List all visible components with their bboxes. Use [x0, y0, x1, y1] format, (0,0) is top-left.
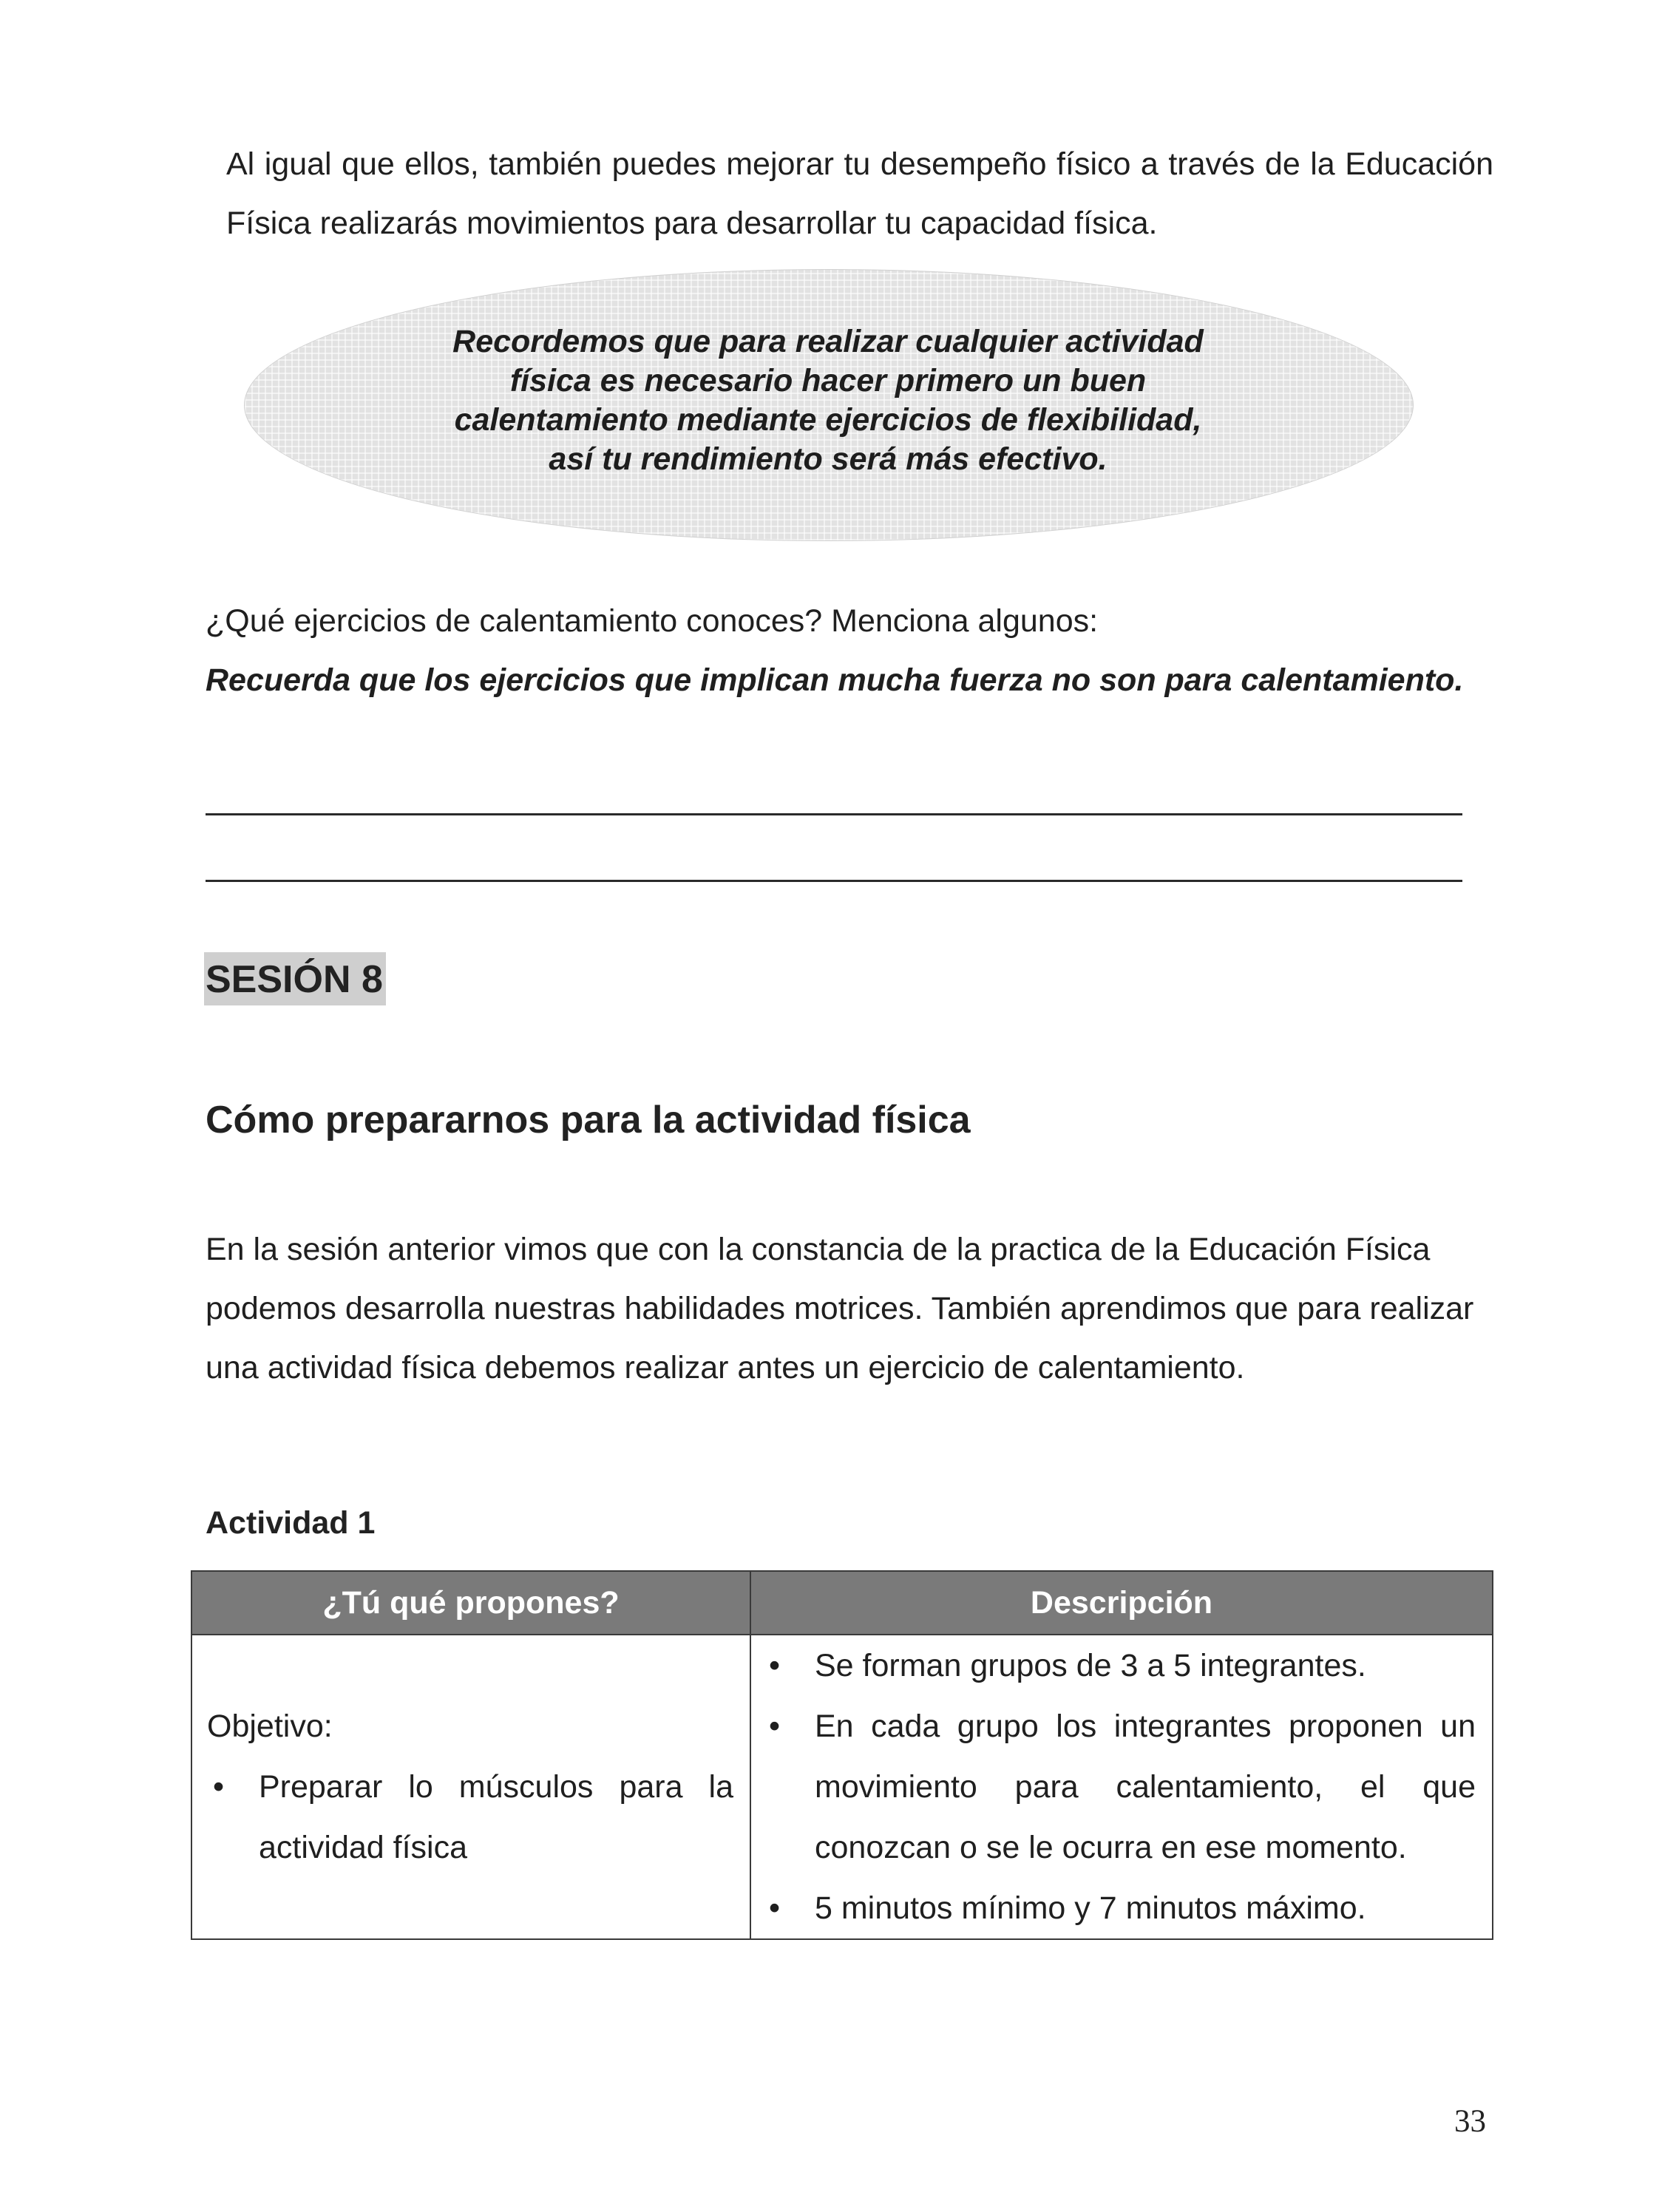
callout-text	[340, 322, 1316, 479]
objective-cell	[191, 1635, 750, 1939]
description-item: • Se forman grupos de 3 a 5 integrantes.	[763, 1635, 1476, 1696]
description-item: • 5 minutos mínimo y 7 minutos máximo.	[763, 1878, 1476, 1938]
table-header-row	[191, 1571, 1493, 1635]
objective-item: • Preparar lo músculos para la actividad física	[207, 1757, 733, 1878]
page-number: 33	[1454, 2104, 1486, 2139]
description-list	[763, 1635, 1476, 1938]
callout-line: así tu rendimiento será más efectivo.	[549, 441, 1108, 477]
header-description: Descripción	[750, 1571, 1493, 1635]
intro-paragraph: Al igual que ellos, también puedes mejorar tu desempeño físico a través de la Educación Física realizarás movimientos para desarrollar tu capacidad física.	[226, 146, 1493, 241]
callout-line: calentamiento mediante ejercicios de flexibilidad,	[454, 402, 1202, 438]
answer-line[interactable]	[206, 813, 1462, 815]
session-title: Cómo prepararnos para la actividad física	[206, 1099, 971, 1141]
description-cell	[750, 1635, 1493, 1939]
question-text: ¿Qué ejercicios de calentamiento conoces? Menciona algunos:	[206, 603, 1099, 639]
reminder-text: Recuerda que los ejercicios que implican mucha fuerza no son para calentamiento.	[206, 662, 1464, 698]
activity-table	[191, 1570, 1493, 1940]
header-proposal: ¿Tú qué propones?	[191, 1571, 750, 1635]
session-label: SESIÓN 8	[204, 952, 386, 1005]
table-row	[191, 1635, 1493, 1939]
answer-line[interactable]	[206, 880, 1462, 882]
callout-line: Recordemos que para realizar cualquier actividad	[452, 324, 1204, 359]
objective-label: Objetivo:	[207, 1709, 333, 1744]
objective-list	[207, 1757, 733, 1878]
activity-title: Actividad 1	[206, 1505, 376, 1541]
session-summary: En la sesión anterior vimos que con la constancia de la practica de la Educación Física podemos desarrolla nuestras habilidades motrices. También aprendimos que para realizar una actividad física debemos realizar antes un ejercicio de calentamiento.	[206, 1232, 1474, 1385]
description-item: • En cada grupo los integrantes proponen un movimiento para calentamiento, el que conozcan o se le ocurra en ese momento.	[763, 1696, 1476, 1878]
callout-line: física es necesario hacer primero un buen	[509, 363, 1147, 398]
